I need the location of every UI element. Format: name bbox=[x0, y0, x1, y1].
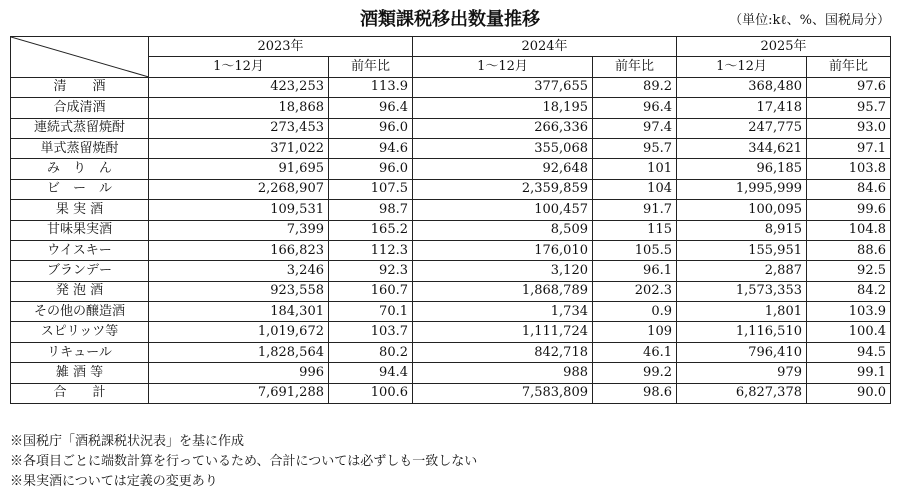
ratio-2024: 109 bbox=[593, 322, 677, 342]
ratio-2023: 94.4 bbox=[329, 363, 413, 383]
year-header-2025: 2025年 bbox=[677, 37, 891, 57]
volume-2025: 1,116,510 bbox=[677, 322, 807, 342]
volume-2024: 3,120 bbox=[413, 261, 593, 281]
table-row bbox=[11, 342, 891, 362]
volume-2023: 371,022 bbox=[149, 138, 329, 158]
ratio-2024: 202.3 bbox=[593, 281, 677, 301]
table-row bbox=[11, 302, 891, 322]
volume-2024: 355,068 bbox=[413, 138, 593, 158]
ratio-2024: 99.2 bbox=[593, 363, 677, 383]
volume-2023: 3,246 bbox=[149, 261, 329, 281]
ratio-2025: 84.2 bbox=[807, 281, 891, 301]
volume-2024: 2,359,859 bbox=[413, 179, 593, 199]
corner-cell bbox=[11, 37, 149, 78]
ratio-2025: 93.0 bbox=[807, 118, 891, 138]
ratio-header-2024: 前年比 bbox=[593, 57, 677, 77]
year-header-2023: 2023年 bbox=[149, 37, 413, 57]
category-name: ウイスキー bbox=[11, 240, 149, 260]
volume-2025: 1,573,353 bbox=[677, 281, 807, 301]
volume-2023: 109,531 bbox=[149, 200, 329, 220]
ratio-2025: 99.1 bbox=[807, 363, 891, 383]
ratio-2023: 96.4 bbox=[329, 98, 413, 118]
ratio-header-2025: 前年比 bbox=[807, 57, 891, 77]
ratio-2023: 80.2 bbox=[329, 342, 413, 362]
category-name: 発 泡 酒 bbox=[11, 281, 149, 301]
category-name: 果 実 酒 bbox=[11, 200, 149, 220]
table-row bbox=[11, 200, 891, 220]
volume-2024: 1,111,724 bbox=[413, 322, 593, 342]
volume-2024: 7,583,809 bbox=[413, 383, 593, 403]
volume-2024: 842,718 bbox=[413, 342, 593, 362]
ratio-2025: 97.6 bbox=[807, 77, 891, 97]
volume-2025: 247,775 bbox=[677, 118, 807, 138]
ratio-2023: 96.0 bbox=[329, 118, 413, 138]
volume-2024: 18,195 bbox=[413, 98, 593, 118]
ratio-2024: 0.9 bbox=[593, 302, 677, 322]
volume-2024: 8,509 bbox=[413, 220, 593, 240]
table-row bbox=[11, 240, 891, 260]
year-header-2024: 2024年 bbox=[413, 37, 677, 57]
volume-2025: 100,095 bbox=[677, 200, 807, 220]
ratio-2024: 104 bbox=[593, 179, 677, 199]
volume-2025: 8,915 bbox=[677, 220, 807, 240]
volume-2023: 2,268,907 bbox=[149, 179, 329, 199]
category-name: 甘味果実酒 bbox=[11, 220, 149, 240]
ratio-2025: 97.1 bbox=[807, 138, 891, 158]
category-name: 清 酒 bbox=[11, 77, 149, 97]
volume-2025: 155,951 bbox=[677, 240, 807, 260]
volume-2024: 266,336 bbox=[413, 118, 593, 138]
category-name: リキュール bbox=[11, 342, 149, 362]
volume-2023: 18,868 bbox=[149, 98, 329, 118]
ratio-2023: 100.6 bbox=[329, 383, 413, 403]
note-line: ※各項目ごとに端数計算を行っているため、合計については必ずしも一致しない bbox=[10, 454, 478, 469]
volume-2024: 100,457 bbox=[413, 200, 593, 220]
volume-2023: 273,453 bbox=[149, 118, 329, 138]
ratio-2023: 160.7 bbox=[329, 281, 413, 301]
ratio-2024: 101 bbox=[593, 159, 677, 179]
category-name: ブランデー bbox=[11, 261, 149, 281]
ratio-2023: 92.3 bbox=[329, 261, 413, 281]
table-row bbox=[11, 261, 891, 281]
note-line: ※果実酒については定義の変更あり bbox=[10, 474, 218, 489]
category-name: 連続式蒸留焼酎 bbox=[11, 118, 149, 138]
total-row bbox=[11, 383, 891, 403]
ratio-2025: 90.0 bbox=[807, 383, 891, 403]
header-row-years bbox=[11, 37, 891, 57]
volume-2025: 1,801 bbox=[677, 302, 807, 322]
ratio-2025: 99.6 bbox=[807, 200, 891, 220]
table-row bbox=[11, 98, 891, 118]
table-row bbox=[11, 77, 891, 97]
table-row bbox=[11, 159, 891, 179]
volume-2025: 344,621 bbox=[677, 138, 807, 158]
ratio-2024: 95.7 bbox=[593, 138, 677, 158]
ratio-2025: 95.7 bbox=[807, 98, 891, 118]
diagonal-line bbox=[11, 37, 148, 77]
ratio-2025: 104.8 bbox=[807, 220, 891, 240]
table-row bbox=[11, 322, 891, 342]
notes bbox=[10, 432, 477, 492]
ratio-2023: 165.2 bbox=[329, 220, 413, 240]
ratio-2025: 100.4 bbox=[807, 322, 891, 342]
table-body bbox=[11, 77, 891, 403]
category-name: 単式蒸留焼酎 bbox=[11, 138, 149, 158]
table-row bbox=[11, 138, 891, 158]
volume-2023: 1,019,672 bbox=[149, 322, 329, 342]
volume-2025: 796,410 bbox=[677, 342, 807, 362]
title-row bbox=[10, 8, 890, 32]
volume-2023: 166,823 bbox=[149, 240, 329, 260]
category-name: スピリッツ等 bbox=[11, 322, 149, 342]
table-row bbox=[11, 281, 891, 301]
table-row bbox=[11, 363, 891, 383]
ratio-2023: 112.3 bbox=[329, 240, 413, 260]
category-name: ビ ー ル bbox=[11, 179, 149, 199]
table-row bbox=[11, 118, 891, 138]
ratio-2024: 98.6 bbox=[593, 383, 677, 403]
note-line: ※国税庁「酒税課税状況表」を基に作成 bbox=[10, 434, 245, 449]
ratio-2024: 91.7 bbox=[593, 200, 677, 220]
volume-2025: 6,827,378 bbox=[677, 383, 807, 403]
category-name: 合成清酒 bbox=[11, 98, 149, 118]
category-name: 合 計 bbox=[11, 383, 149, 403]
ratio-2025: 103.8 bbox=[807, 159, 891, 179]
volume-2023: 91,695 bbox=[149, 159, 329, 179]
volume-2023: 7,691,288 bbox=[149, 383, 329, 403]
unit-label: （単位:kℓ、%、国税局分） bbox=[729, 13, 890, 28]
ratio-header-2023: 前年比 bbox=[329, 57, 413, 77]
volume-2024: 92,648 bbox=[413, 159, 593, 179]
ratio-2025: 103.9 bbox=[807, 302, 891, 322]
ratio-2024: 96.1 bbox=[593, 261, 677, 281]
category-name: み り ん bbox=[11, 159, 149, 179]
volume-2025: 96,185 bbox=[677, 159, 807, 179]
volume-2024: 377,655 bbox=[413, 77, 593, 97]
volume-2024: 988 bbox=[413, 363, 593, 383]
ratio-2024: 46.1 bbox=[593, 342, 677, 362]
category-name: 雑 酒 等 bbox=[11, 363, 149, 383]
ratio-2025: 94.5 bbox=[807, 342, 891, 362]
table-row bbox=[11, 220, 891, 240]
ratio-2023: 103.7 bbox=[329, 322, 413, 342]
volume-2025: 2,887 bbox=[677, 261, 807, 281]
volume-2024: 1,868,789 bbox=[413, 281, 593, 301]
volume-2023: 996 bbox=[149, 363, 329, 383]
ratio-2023: 98.7 bbox=[329, 200, 413, 220]
period-header-2024: 1〜12月 bbox=[413, 57, 593, 77]
ratio-2025: 92.5 bbox=[807, 261, 891, 281]
ratio-2023: 113.9 bbox=[329, 77, 413, 97]
volume-2023: 423,253 bbox=[149, 77, 329, 97]
table-row bbox=[11, 179, 891, 199]
volume-2025: 368,480 bbox=[677, 77, 807, 97]
ratio-2023: 70.1 bbox=[329, 302, 413, 322]
page-title: 酒類課税移出数量推移 bbox=[360, 9, 540, 30]
table-header bbox=[11, 37, 891, 78]
ratio-2024: 96.4 bbox=[593, 98, 677, 118]
volume-2025: 17,418 bbox=[677, 98, 807, 118]
ratio-2025: 84.6 bbox=[807, 179, 891, 199]
volume-2023: 7,399 bbox=[149, 220, 329, 240]
volume-2025: 1,995,999 bbox=[677, 179, 807, 199]
period-header-2023: 1〜12月 bbox=[149, 57, 329, 77]
ratio-2023: 94.6 bbox=[329, 138, 413, 158]
data-table bbox=[10, 36, 891, 404]
volume-2023: 1,828,564 bbox=[149, 342, 329, 362]
ratio-2024: 105.5 bbox=[593, 240, 677, 260]
ratio-2023: 96.0 bbox=[329, 159, 413, 179]
volume-2024: 1,734 bbox=[413, 302, 593, 322]
ratio-2024: 115 bbox=[593, 220, 677, 240]
volume-2023: 184,301 bbox=[149, 302, 329, 322]
period-header-2025: 1〜12月 bbox=[677, 57, 807, 77]
category-name: その他の醸造酒 bbox=[11, 302, 149, 322]
volume-2025: 979 bbox=[677, 363, 807, 383]
ratio-2024: 89.2 bbox=[593, 77, 677, 97]
ratio-2023: 107.5 bbox=[329, 179, 413, 199]
volume-2023: 923,558 bbox=[149, 281, 329, 301]
volume-2024: 176,010 bbox=[413, 240, 593, 260]
ratio-2025: 88.6 bbox=[807, 240, 891, 260]
ratio-2024: 97.4 bbox=[593, 118, 677, 138]
